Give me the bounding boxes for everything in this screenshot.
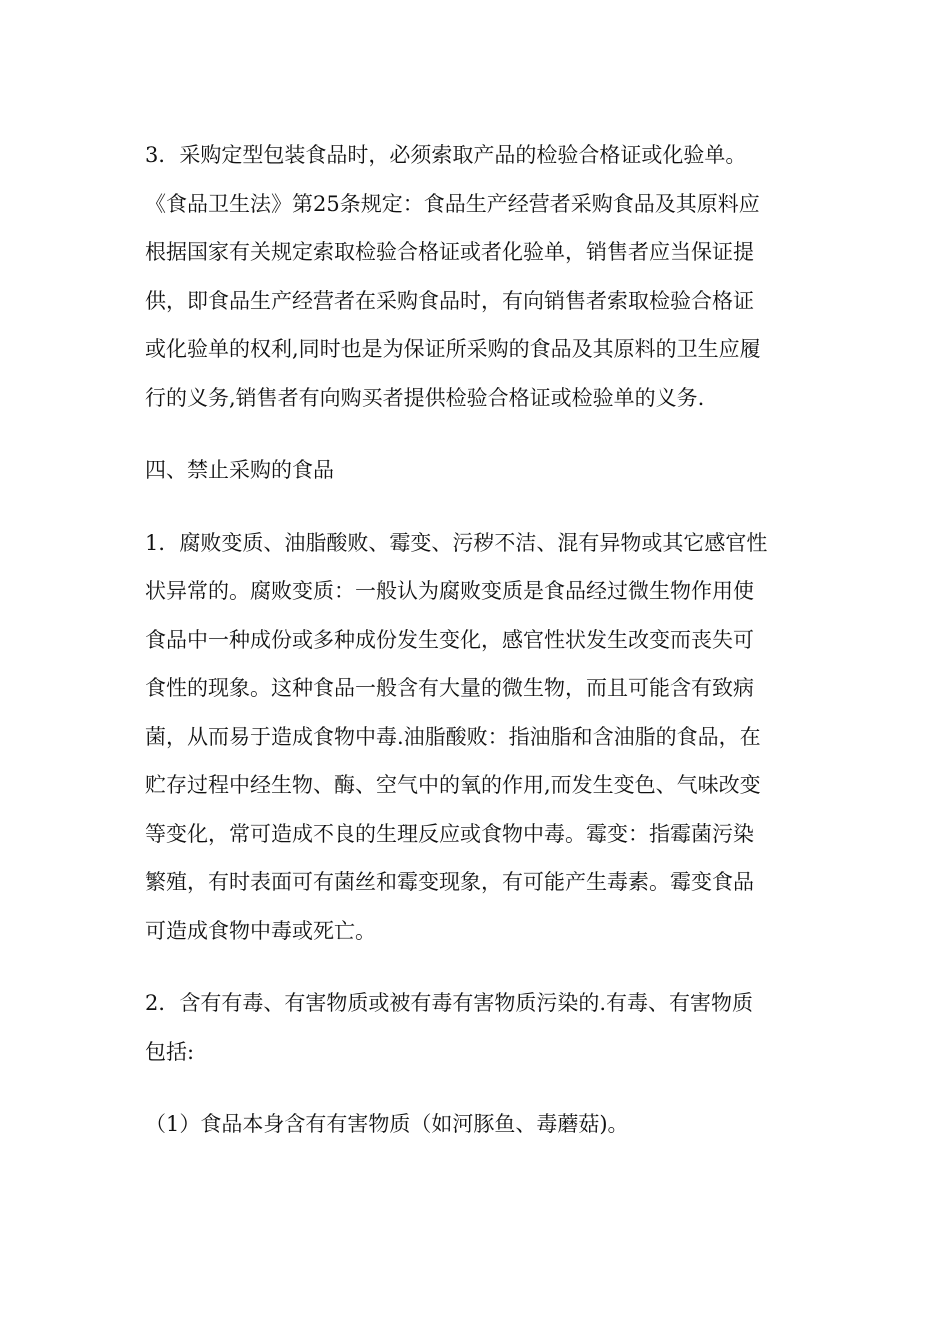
text-line: 食品中一种成份或多种成份发生变化，感官性状发生改变而丧失可 bbox=[145, 627, 754, 652]
text-line: 供，即食品生产经营者在采购食品时，有向销售者索取检验合格证 bbox=[145, 288, 754, 313]
paragraph-list-item-1 bbox=[145, 1100, 810, 1149]
text-line: 《食品卫生法》第25条规定：食品生产经营者采购食品及其原料应 bbox=[145, 191, 760, 216]
text-line: 食性的现象。这种食品一般含有大量的微生物，而且可能含有致病 bbox=[145, 676, 754, 700]
paragraph-spacer bbox=[145, 495, 810, 519]
paragraph-spacer bbox=[145, 955, 810, 979]
section-heading-prohibited-food bbox=[145, 446, 810, 495]
paragraph-spacer bbox=[145, 422, 810, 446]
heading-line: 四、禁止采购的食品 bbox=[145, 458, 334, 482]
text-line: 1．腐败变质、油脂酸败、霉变、污秽不洁、混有异物或其它感官性 bbox=[145, 530, 768, 555]
text-line: 包括: bbox=[145, 1039, 195, 1064]
paragraph-purchase-packaged-food bbox=[145, 131, 810, 422]
paragraph-spacer bbox=[145, 1076, 810, 1100]
text-line: 行的义务,销售者有向购买者提供检验合格证或检验单的义务. bbox=[145, 385, 705, 410]
text-line: 状异常的。腐败变质：一般认为腐败变质是食品经过微生物作用使 bbox=[145, 579, 754, 603]
paragraph-spoiled-food bbox=[145, 519, 810, 956]
text-line: 2．含有有毒、有害物质或被有毒有害物质污染的.有毒、有害物质 bbox=[145, 991, 754, 1015]
text-line: 可造成食物中毒或死亡。 bbox=[145, 918, 376, 943]
text-line: 或化验单的权利,同时也是为保证所采购的食品及其原料的卫生应履 bbox=[145, 337, 761, 361]
text-line: （1）食品本身含有有害物质（如河豚鱼、毒蘑菇)。 bbox=[145, 1112, 629, 1136]
text-line: 3．采购定型包装食品时，必须索取产品的检验合格证或化验单。 bbox=[145, 143, 747, 167]
text-line: 贮存过程中经生物、酶、空气中的氧的作用,而发生变色、气味改变 bbox=[145, 773, 761, 797]
text-line: 菌，从而易于造成食物中毒.油脂酸败：指油脂和含油脂的食品，在 bbox=[145, 724, 761, 749]
text-line: 根据国家有关规定索取检验合格证或者化验单，销售者应当保证提 bbox=[145, 240, 754, 264]
document-body bbox=[145, 131, 810, 1149]
text-line: 等变化，常可造成不良的生理反应或食物中毒。霉变：指霉菌污染 bbox=[145, 821, 754, 846]
text-line: 繁殖，有时表面可有菌丝和霉变现象，有可能产生毒素。霉变食品 bbox=[145, 870, 754, 894]
paragraph-toxic-substances bbox=[145, 979, 810, 1076]
